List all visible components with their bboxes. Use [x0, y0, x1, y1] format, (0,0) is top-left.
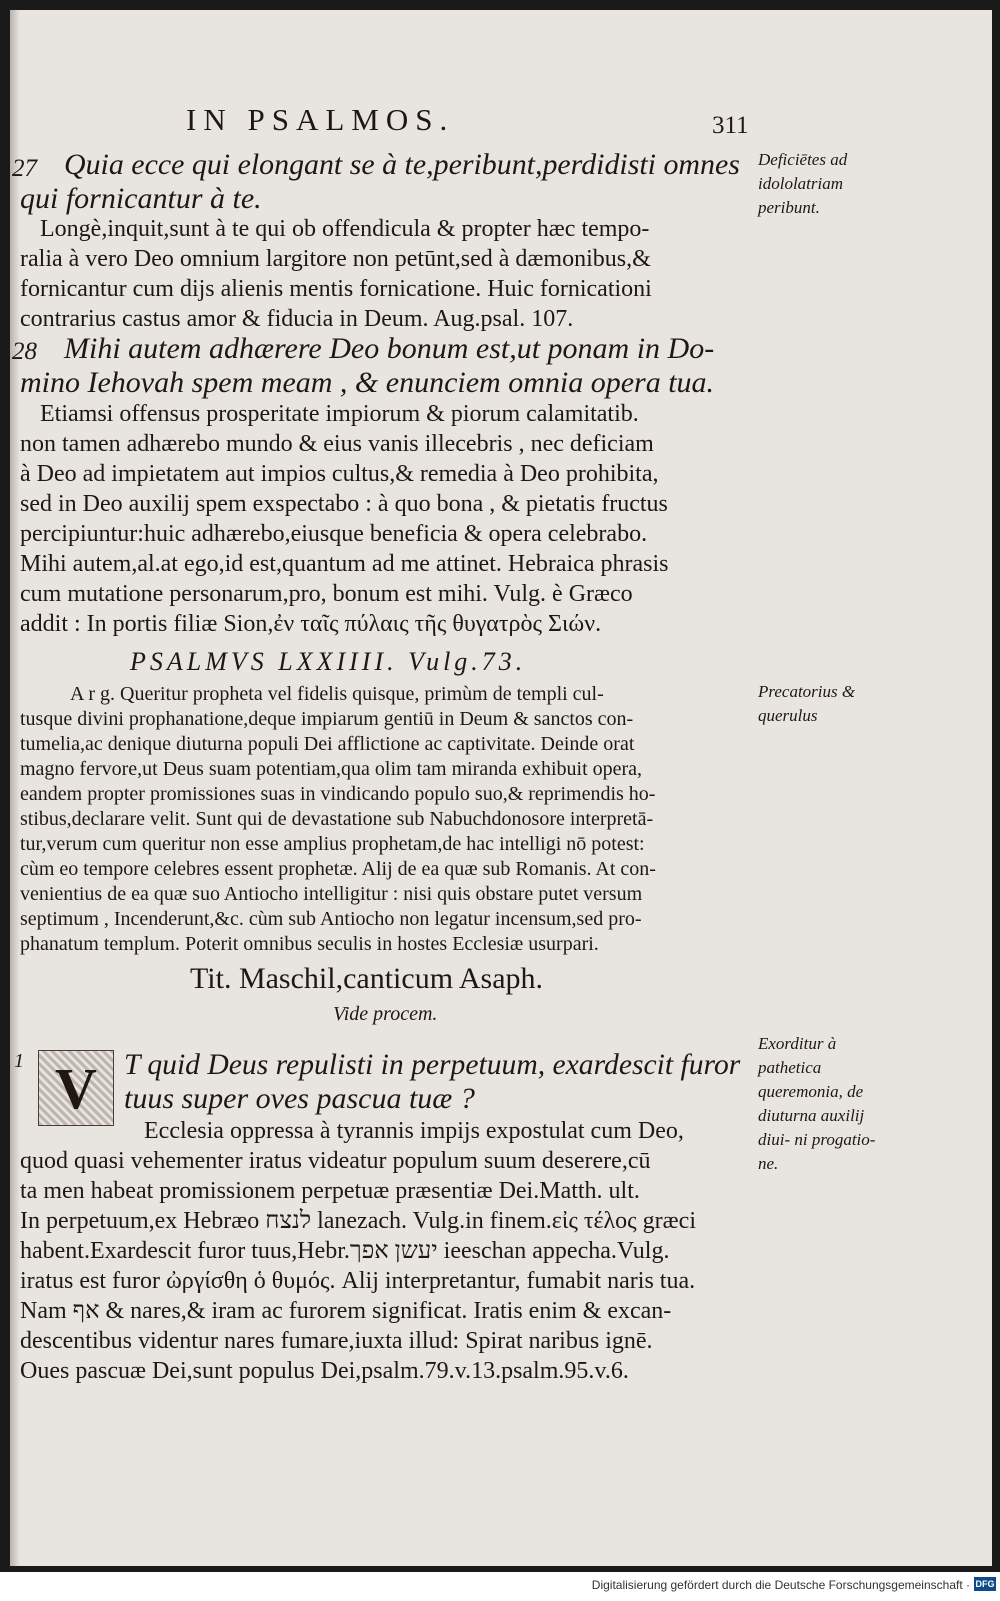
see-reference: Vide procem.	[333, 1003, 438, 1025]
commentary-line: fornicantur cum dijs alienis mentis fornicatione. Huic fornicationi	[20, 276, 652, 302]
argument-line: A r g. Queritur propheta vel fidelis quisque, primùm de templi cul-	[70, 683, 604, 705]
verse-text: Mihi autem adhærere Deo bonum est,ut ponam in Do-	[64, 332, 715, 365]
commentary-line: non tamen adhærebo mundo & eius vanis illecebris , nec deficiam	[20, 431, 654, 457]
psalm-title-line: Tit. Maschil,canticum Asaph.	[190, 962, 544, 995]
commentary-line: contrarius castus amor & fiducia in Deum. Aug.psal. 107.	[20, 306, 574, 332]
page-gutter-shadow	[10, 10, 20, 1566]
verse-number: 27	[12, 155, 37, 182]
commentary-line: Oues pascuæ Dei,sunt populus Dei,psalm.79.v.13.psalm.95.v.6.	[20, 1358, 629, 1384]
psalm-heading: PSALMVS LXXIIII. Vulg.73.	[130, 647, 527, 676]
commentary-line: habent.Exardescit furor tuus,Hebr.יעשן אפך ieeschan appecha.Vulg.	[20, 1238, 670, 1264]
commentary-line: à Deo ad impietatem aut impios cultus,& remedia à Deo prohibita,	[20, 461, 659, 487]
argument-line: septimum , Incenderunt,&c. cùm sub Antiocho non legatur incensum,sed pro-	[20, 908, 642, 930]
dfg-logo: DFG	[975, 1579, 995, 1589]
commentary-line: Nam אף & nares,& iram ac furorem significat. Iratis enim & excan-	[20, 1298, 672, 1324]
commentary-line: addit : In portis filiæ Sion,ἐν ταῖς πύλαις τῆς θυγατρὸς Σιών.	[20, 611, 602, 637]
funding-credit: Digitalisierung gefördert durch die Deutsche Forschungsgemeinschaft ·	[591, 1578, 970, 1592]
commentary-line: Mihi autem,al.at ego,id est,quantum ad me attinet. Hebraica phrasis	[20, 551, 669, 577]
argument-line: phanatum templum. Poterit omnibus seculis in hostes Ecclesiæ usurpari.	[20, 933, 599, 955]
commentary-line: Longè,inquit,sunt à te qui ob offendicula & propter hæc tempo-	[40, 216, 650, 242]
initial-letter: V	[55, 1055, 97, 1121]
argument-line: tusque divini prophanatione,deque impiarum gentiū in Deum & sanctos con-	[20, 708, 634, 730]
argument-line: eandem propter promissiones suas in vindicando populo suo,& reprimendis ho-	[20, 783, 656, 805]
commentary-line: quod quasi vehementer iratus videatur populum suum deserere,cū	[20, 1148, 651, 1174]
argument-line: venientius de ea quæ suo Antiocho intelligitur : nisi quis obstare putet versum	[20, 883, 643, 905]
verse-text: mino Iehovah spem meam , & enunciem omnia opera tua.	[20, 366, 715, 399]
verse-number: 28	[12, 338, 37, 365]
running-title: IN PSALMOS.	[186, 102, 455, 137]
margin-note: Exorditur à pathetica queremonia, de diuturna auxilij diui- ni progatio- ne.	[758, 1034, 876, 1173]
verse-text: tuus super oves pascua tuæ ?	[124, 1082, 475, 1115]
margin-note: Deficiētes ad idololatriam peribunt.	[758, 150, 848, 217]
verse-text: T quid Deus repulisti in perpetuum, exardescit furor	[124, 1048, 741, 1081]
margin-note: Precatorius & querulus	[758, 682, 856, 725]
commentary-line: In perpetuum,ex Hebræo לנצח lanezach. Vulg.in finem.εἰς τέλος græci	[20, 1208, 697, 1234]
digitization-footer	[0, 1572, 1000, 1601]
verse-number: 1	[14, 1050, 24, 1072]
commentary-line: ralia à vero Deo omnium largitore non petūnt,sed à dæmonibus,&	[20, 246, 651, 272]
commentary-line: cum mutatione personarum,pro, bonum est mihi. Vulg. è Græco	[20, 581, 633, 607]
commentary-line: Etiamsi offensus prosperitate impiorum & piorum calamitatib.	[40, 401, 639, 427]
commentary-line: descentibus videntur nares fumare,iuxta illud: Spirat naribus ignē.	[20, 1328, 653, 1354]
verse-text: Quia ecce qui elongant se à te,peribunt,perdidisti omnes	[64, 148, 740, 181]
commentary-line: percipiuntur:huic adhærebo,eiusque beneficia & opera celebrabo.	[20, 521, 648, 547]
argument-line: magno fervore,ut Deus suam potentiam,qua olim tam miranda exhibuit opera,	[20, 758, 643, 780]
commentary-line: iratus est furor ὠργίσθη ὁ θυμός. Alij interpretantur, fumabit naris tua.	[20, 1268, 696, 1294]
verse-text: qui fornicantur à te.	[20, 182, 262, 215]
decorated-initial	[38, 1050, 114, 1126]
commentary-line: ta men habeat promissionem perpetuæ præsentiæ Dei.Matth. ult.	[20, 1178, 640, 1204]
book-page	[10, 10, 992, 1566]
folio-number: 311	[712, 112, 749, 139]
argument-line: tur,verum cum queritur non esse amplius prophetam,de hac intelligi nō potest:	[20, 833, 645, 855]
argument-line: tumelia,ac denique diuturna populi Dei afflictione ac captivitate. Deinde orat	[20, 733, 635, 755]
argument-line: stibus,declarare velit. Sunt qui de devastatione sub Nabuchdonosore interpretā-	[20, 808, 654, 830]
commentary-line: sed in Deo auxilij spem exspectabo : à quo bona , & pietatis fructus	[20, 491, 668, 517]
commentary-line: Ecclesia oppressa à tyrannis impijs expostulat cum Deo,	[144, 1118, 684, 1144]
argument-line: cùm eo tempore celebres essent prophetæ. Alij de ea quæ sub Romanis. At con-	[20, 858, 656, 880]
